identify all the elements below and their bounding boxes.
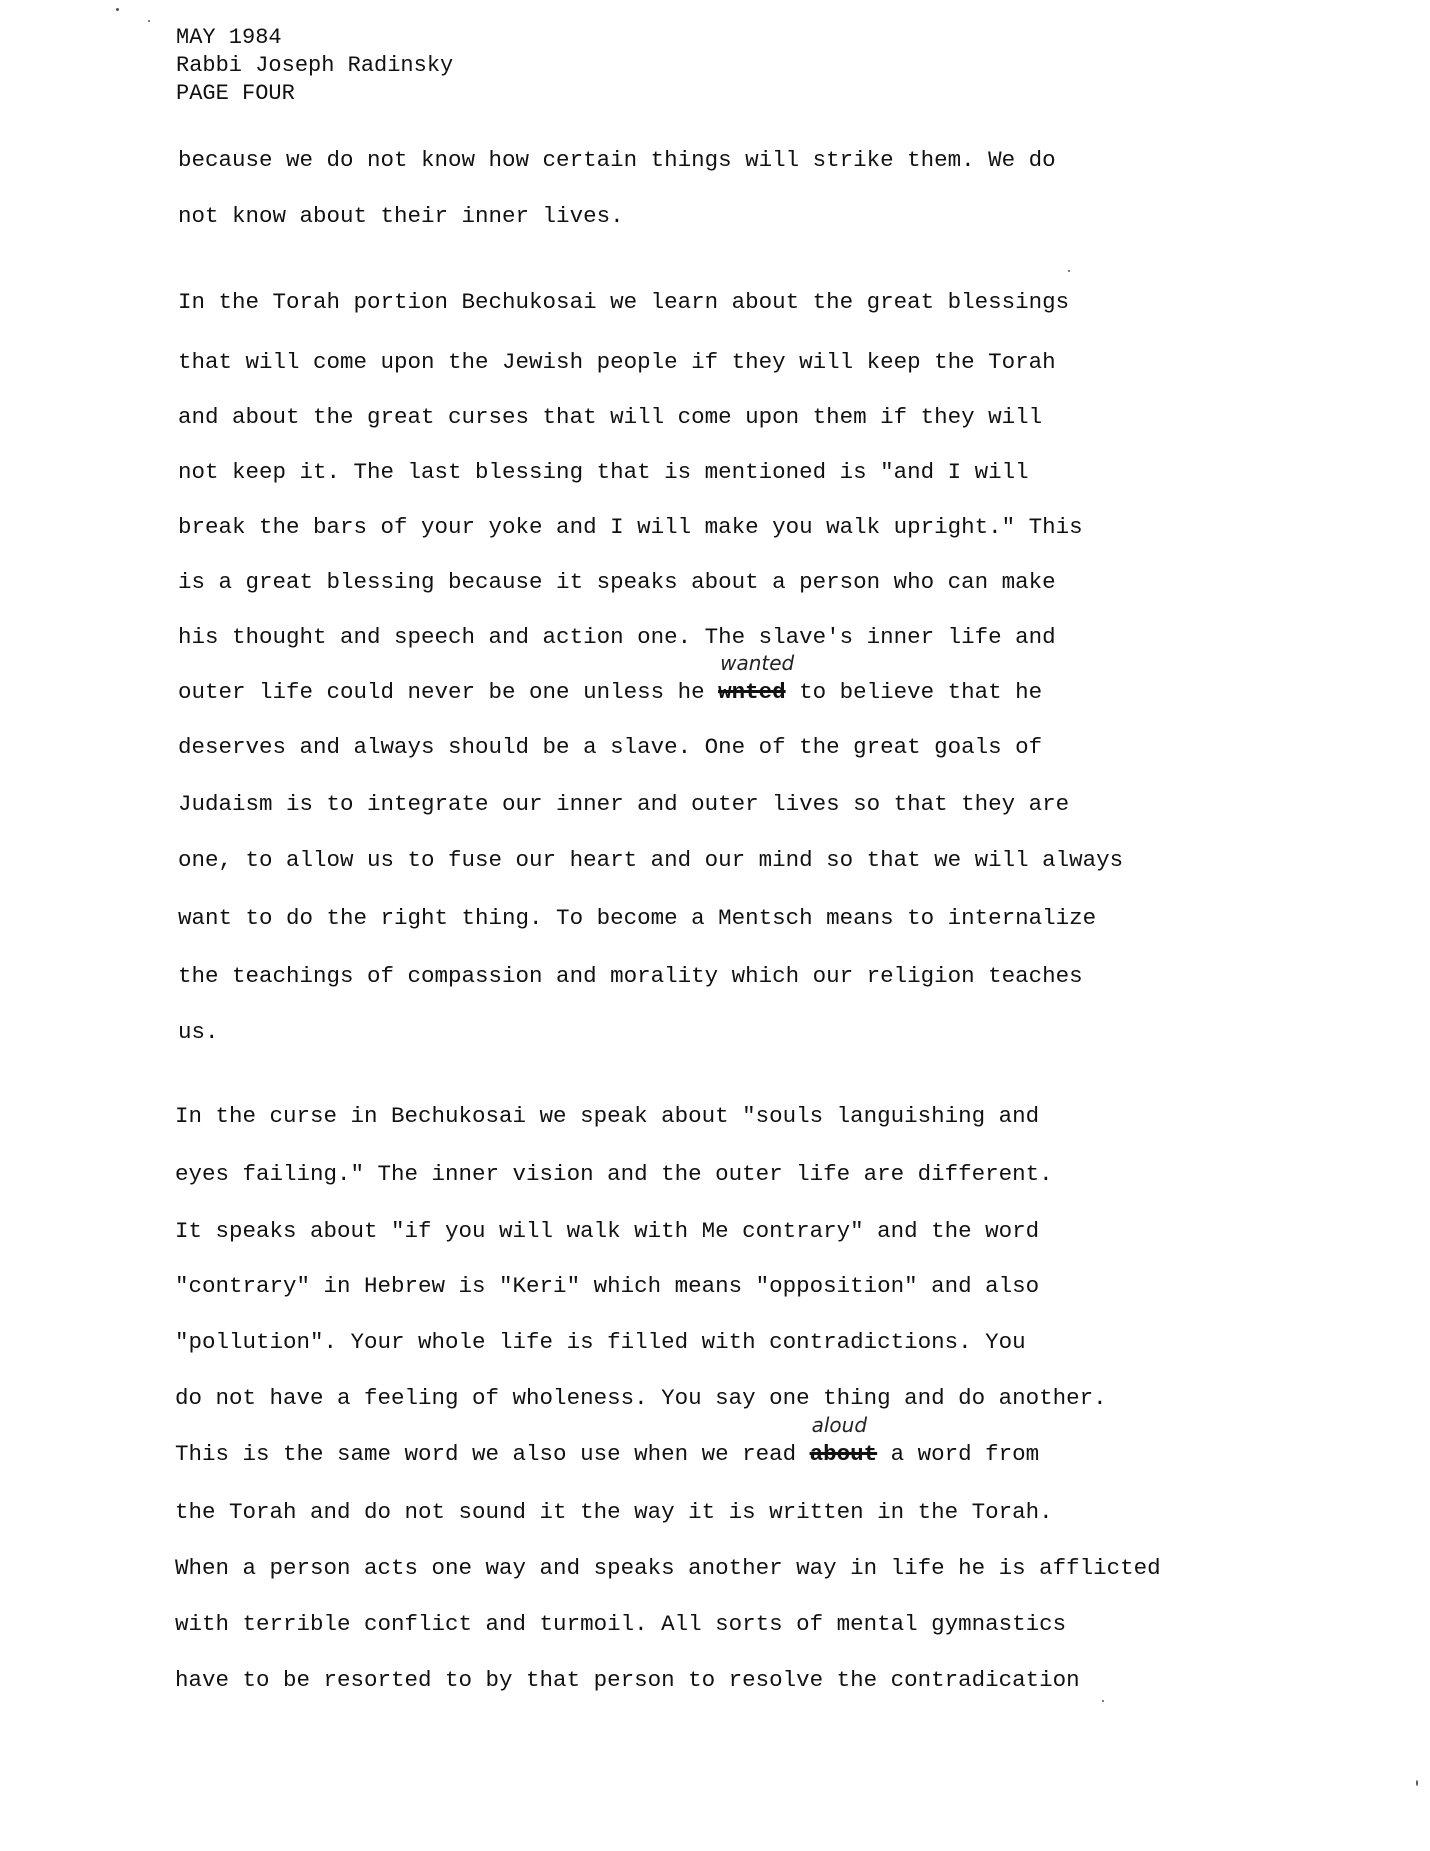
header-author: Rabbi Joseph Radinsky <box>176 53 454 78</box>
scan-speck <box>1068 270 1070 272</box>
paragraph-2-line-9: deserves and always should be a slave. One of the great goals of <box>178 734 1043 760</box>
line-text: to believe that he <box>785 679 1043 705</box>
paragraph-3-line-2: eyes failing." The inner vision and the outer life are different. <box>175 1161 1053 1187</box>
paragraph-1-line-2: not know about their inner lives. <box>178 203 624 229</box>
paragraph-2-line-3: and about the great curses that will come upon them if they will <box>178 404 1043 430</box>
paragraph-3-line-4: "contrary" in Hebrew is "Keri" which means "opposition" and also <box>175 1273 1040 1299</box>
paragraph-2-line-7: his thought and speech and action one. The slave's inner life and <box>178 624 1056 650</box>
header-page-number: PAGE FOUR <box>176 81 295 106</box>
letter-header <box>176 24 453 108</box>
paragraph-2-line-8 <box>178 651 1043 706</box>
paragraph-1-line-1: because we do not know how certain things will strike them. We do <box>178 147 1056 173</box>
paragraph-2-line-13: the teachings of compassion and morality which our religion teaches <box>178 963 1083 989</box>
struck-word: about <box>809 1441 878 1467</box>
struck-word: wnted <box>718 679 786 705</box>
paragraph-2-line-10: Judaism is to integrate our inner and outer lives so that they are <box>178 791 1070 817</box>
paragraph-2-line-6: is a great blessing because it speaks about a person who can make <box>178 569 1056 595</box>
paragraph-2-line-4: not keep it. The last blessing that is mentioned is "and I will <box>178 459 1029 485</box>
correction-word: aloud <box>811 1413 868 1437</box>
paragraph-3-line-1: In the curse in Bechukosai we speak about "souls languishing and <box>175 1103 1040 1129</box>
correction-word: wanted <box>720 651 795 675</box>
paragraph-3-line-3: It speaks about "if you will walk with Me contrary" and the word <box>175 1218 1040 1244</box>
paragraph-3-line-7 <box>175 1413 1040 1468</box>
scan-speck <box>1102 1700 1104 1702</box>
scan-speck <box>116 8 119 11</box>
line-text: This is the same word we also use when we read <box>175 1441 810 1467</box>
paragraph-3-line-9: When a person acts one way and speaks another way in life he is afflicted <box>175 1555 1161 1581</box>
handwritten-correction <box>718 651 795 706</box>
line-text: outer life could never be one unless he <box>178 679 719 705</box>
paragraph-2-line-1: In the Torah portion Bechukosai we learn about the great blessings <box>178 289 1070 315</box>
paragraph-3-line-6: do not have a feeling of wholeness. You say one thing and do another. <box>175 1385 1107 1411</box>
paragraph-3-line-8: the Torah and do not sound it the way it is written in the Torah. <box>175 1499 1053 1525</box>
paragraph-2-line-12: want to do the right thing. To become a Mentsch means to internalize <box>178 905 1097 931</box>
paragraph-3-line-5: "pollution". Your whole life is filled with contradictions. You <box>175 1329 1026 1355</box>
handwritten-correction <box>809 1413 878 1468</box>
header-date: MAY 1984 <box>176 25 282 50</box>
paragraph-2-line-2: that will come upon the Jewish people if they will keep the Torah <box>178 349 1056 375</box>
scan-speck <box>1416 1780 1418 1786</box>
paragraph-2-line-11: one, to allow us to fuse our heart and our mind so that we will always <box>178 847 1124 873</box>
paragraph-3-line-11: have to be resorted to by that person to resolve the contradication <box>175 1667 1080 1693</box>
paragraph-3-line-10: with terrible conflict and turmoil. All sorts of mental gymnastics <box>175 1611 1067 1637</box>
paragraph-2-line-14: us. <box>178 1019 219 1045</box>
line-text: a word from <box>877 1441 1040 1467</box>
scan-speck <box>148 20 150 22</box>
paragraph-2-line-5: break the bars of your yoke and I will make you walk upright." This <box>178 514 1083 540</box>
